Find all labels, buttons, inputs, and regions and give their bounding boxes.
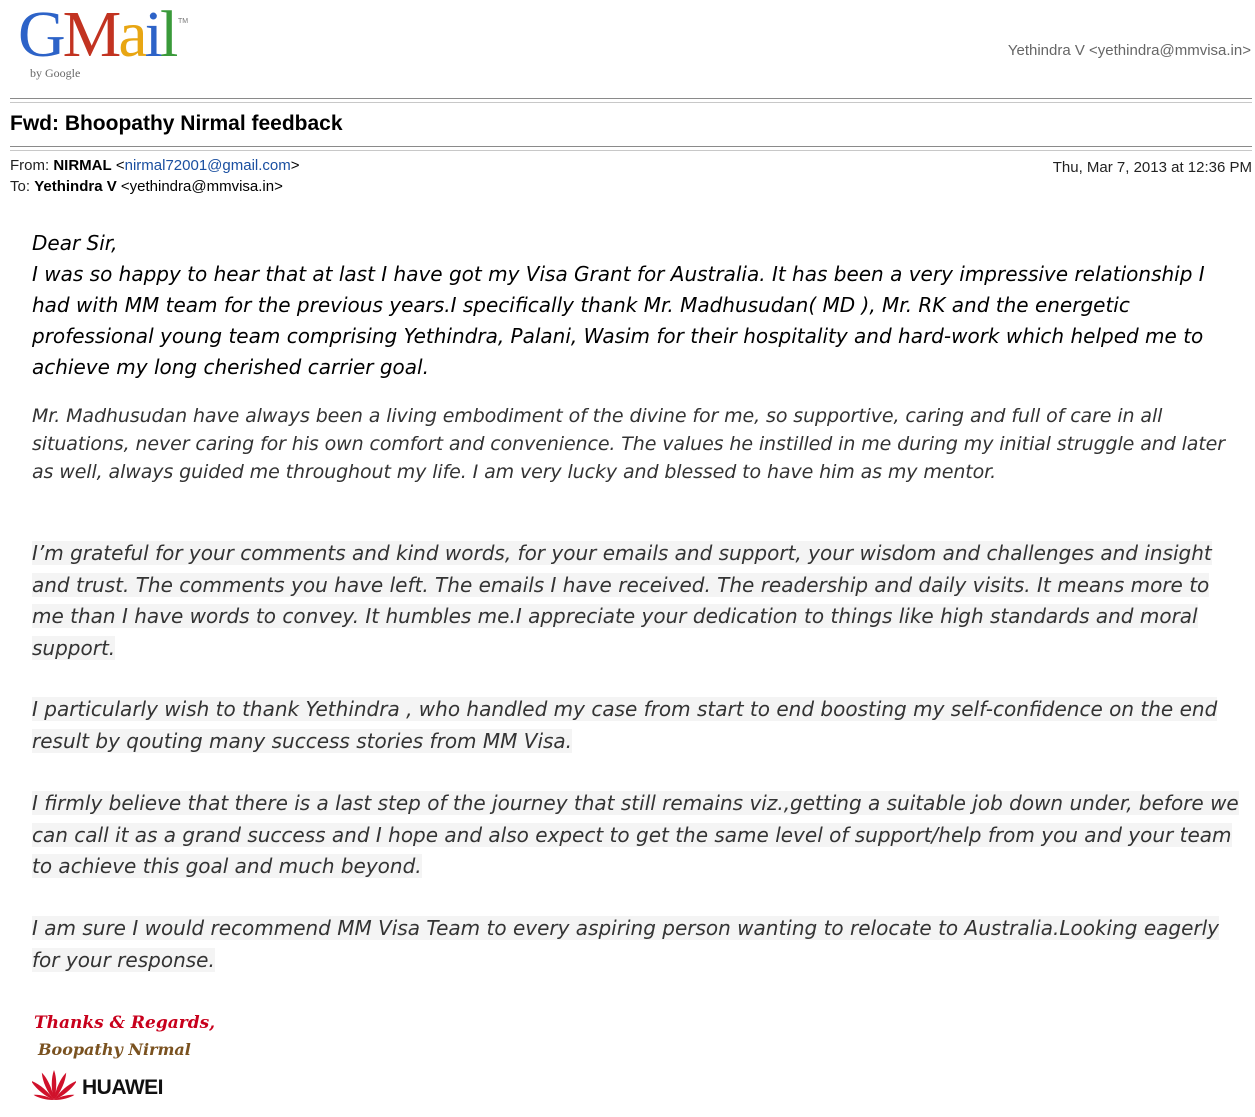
paragraph-gratitude-text: I’m grateful for your comments and kind words, for your emails and support, your wisdom and challenges and insight and trust. The comments you have left. The emails I have received. The readership and daily visits. It means more to me than I have words to convey. It humbles me.I appreciate your dedication to things like high standards and moral support. <box>32 541 1212 660</box>
gmail-logo[interactable] <box>18 0 193 86</box>
paragraph-next-step-text: I firmly believe that there is a last step of the journey that still remains viz.,getting a suitable job down under, before we can call it as a grand success and I hope and also expect to get the same level of support/help from you and your team to achieve this goal and much beyond. <box>32 791 1239 878</box>
header-divider <box>10 98 1252 103</box>
recipient-email: yethindra@mmvisa.in <box>129 178 275 195</box>
message-subject: Fwd: Bhoopathy Nirmal feedback <box>10 112 343 135</box>
recipient-name: Yethindra V <box>34 178 117 195</box>
from-line: From: NIRMAL <nirmal72001@gmail.com> <box>10 157 300 174</box>
huawei-petal-icon <box>32 1066 76 1104</box>
greeting: Dear Sir, <box>32 231 118 255</box>
signature-name: Boopathy Nirmal <box>38 1040 191 1059</box>
sender-email-link[interactable]: nirmal72001@gmail.com <box>124 157 291 174</box>
huawei-wordmark: HUAWEI <box>82 1076 163 1099</box>
subject-divider <box>10 146 1252 151</box>
to-line: To: Yethindra V <yethindra@mmvisa.in> <box>10 178 283 195</box>
gmail-logo-wordmark: GMail <box>18 0 176 71</box>
signature-regards: Thanks & Regards, <box>34 1013 216 1033</box>
paragraph-visa-grant: I was so happy to hear that at last I have got my Visa Grant for Australia. It has been a very impressive relationship I had with MM team for the previous years.I specifically thank Mr. Madhusudan( MD ), Mr. RK and the energetic professional young team comprising Yethindra, Palani, Wasim for their hospitality and hard-work which helped me to achieve my long cherished carrier goal. <box>32 262 1205 379</box>
sender-name: NIRMAL <box>53 157 112 174</box>
paragraph-recommend-text: I am sure I would recommend MM Visa Team to every aspiring person wanting to relocate to Australia.Looking eagerly for your response. <box>32 916 1220 972</box>
paragraph-thanks-text: I particularly wish to thank Yethindra , who handled my case from start to end boosting my self-confidence on the end result by qouting many success stories from MM Visa. <box>32 697 1218 753</box>
message-date: Thu, Mar 7, 2013 at 12:36 PM <box>1052 159 1252 176</box>
paragraph-recommend <box>32 913 1244 976</box>
message-body-intro <box>32 228 1244 383</box>
gmail-logo-trademark: TM <box>178 18 189 25</box>
paragraph-next-step <box>32 788 1244 883</box>
from-label: From: <box>10 157 50 174</box>
gmail-logo-byline: by Google <box>30 66 81 80</box>
paragraph-gratitude <box>32 538 1244 664</box>
paragraph-thanks-yethindra <box>32 694 1244 757</box>
paragraph-mentor: Mr. Madhusudan have always been a living embodiment of the divine for me, so supportive, caring and full of care in all situations, never caring for his own comfort and convenience. The values he instilled in me during my initial struggle and later as well, always guided me throughout my life. I am very lucky and blessed to have him as my mentor. <box>32 405 1225 483</box>
to-label: To: <box>10 178 31 195</box>
account-label: Yethindra V <yethindra@mmvisa.in> <box>1007 42 1251 59</box>
